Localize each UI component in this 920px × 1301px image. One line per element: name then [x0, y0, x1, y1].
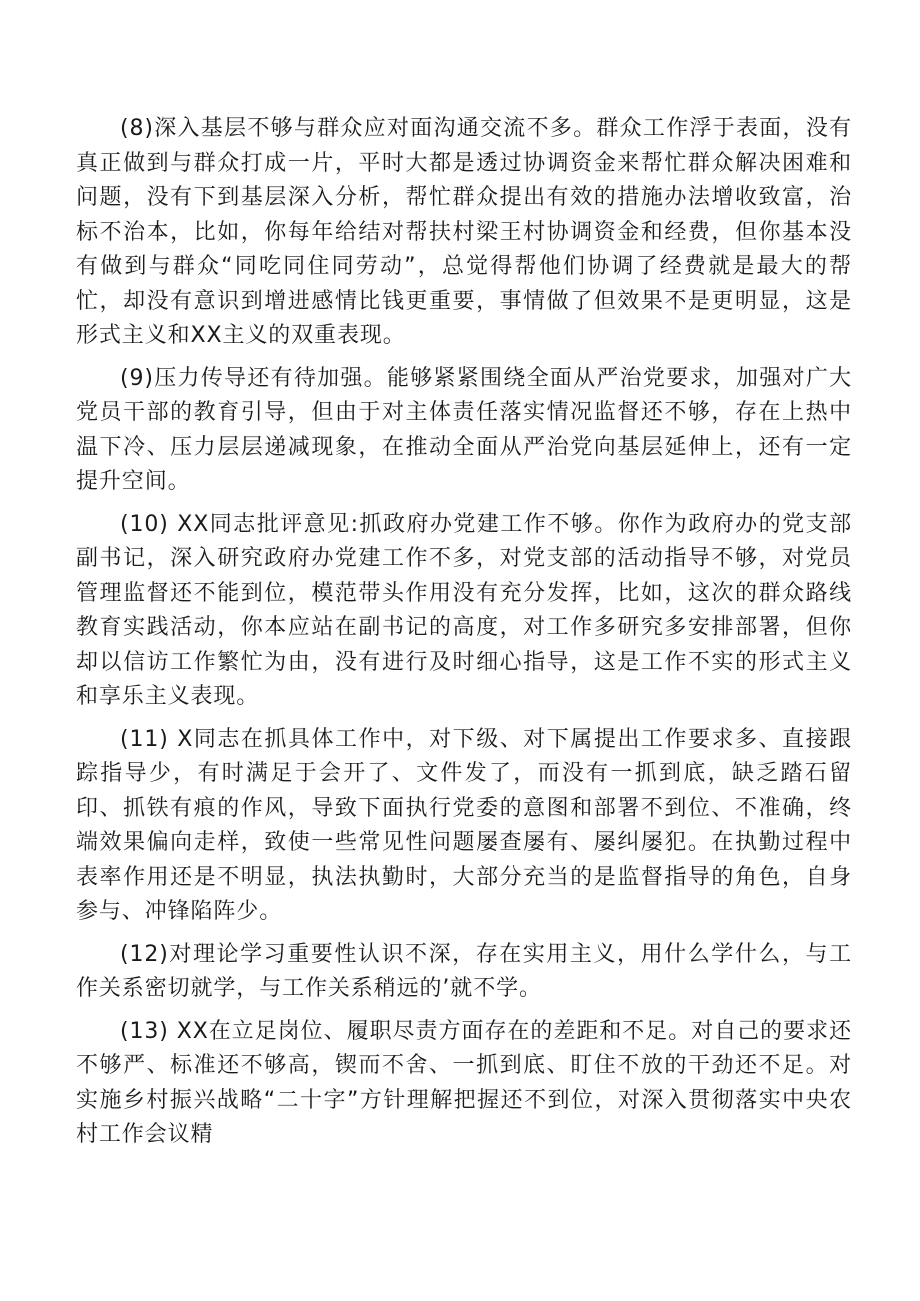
- paragraph-9: (9)压力传导还有待加强。能够紧紧围绕全面从严治党要求，加强对广大党员干部的教育引导，但由于对主体责任落实情况监督还不够，存在上热中温下冷、压力层层递减现象，在推动全面从严治党向基层延伸上，还有一定提升空间。: [76, 365, 852, 494]
- paragraph-12: (12)对理论学习重要性认识不深，存在实用主义，用什么学什么，与工作关系密切就学，与工作关系稍远的’就不学。: [76, 941, 852, 1001]
- paragraph-11: (11) X同志在抓具体工作中，对下级、对下属提出工作要求多、直接跟踪指导少，有时满足于会开了、文件发了，而没有一抓到底，缺乏踏石留印、抓铁有痕的作风，导致下面执行党委的意图和部署不到位、不准确，终端效果偏向走样，致使一些常见性问题屡查屡有、屡纠屡犯。在执勤过程中表率作用还是不明显，执法执勤时，大部分充当的是监督指导的角色，自身参与、冲锋陷阵少。: [76, 726, 852, 924]
- paragraph-10: (10) XX同志批评意见:抓政府办党建工作不够。你作为政府办的党支部副书记，深入研究政府办党建工作不多，对党支部的活动指导不够，对党员管理监督还不能到位，模范带头作用没有充分发挥，比如，这次的群众路线教育实践活动，你本应站在副书记的高度，对工作多研究多安排部署，但你却以信访工作繁忙为由，没有进行及时细心指导，这是工作不实的形式主义和享乐主义表现。: [76, 511, 852, 709]
- document-body: [76, 112, 852, 1161]
- paragraph-13: (13) XX在立足岗位、履职尽责方面存在的差距和不足。对自己的要求还不够严、标准还不够高，锲而不舍、一抓到底、盯住不放的干劲还不足。对实施乡村振兴战略“二十字”方针理解把握还不到位，对深入贯彻落实中央农村工作会议精: [76, 1018, 852, 1147]
- paragraph-8: (8)深入基层不够与群众应对面沟通交流不多。群众工作浮于表面，没有真正做到与群众打成一片，平时大都是透过协调资金来帮忙群众解决困难和问题，没有下到基层深入分析，帮忙群众提出有效的措施办法增收致富，治标不治本，比如，你每年给结对帮扶村梁王村协调资金和经费，但你基本没有做到与群众“同吃同住同劳动”，总觉得帮他们协调了经费就是最大的帮忙，却没有意识到增进感情比钱更重要，事情做了但效果不是更明显，这是形式主义和XX主义的双重表现。: [76, 116, 852, 348]
